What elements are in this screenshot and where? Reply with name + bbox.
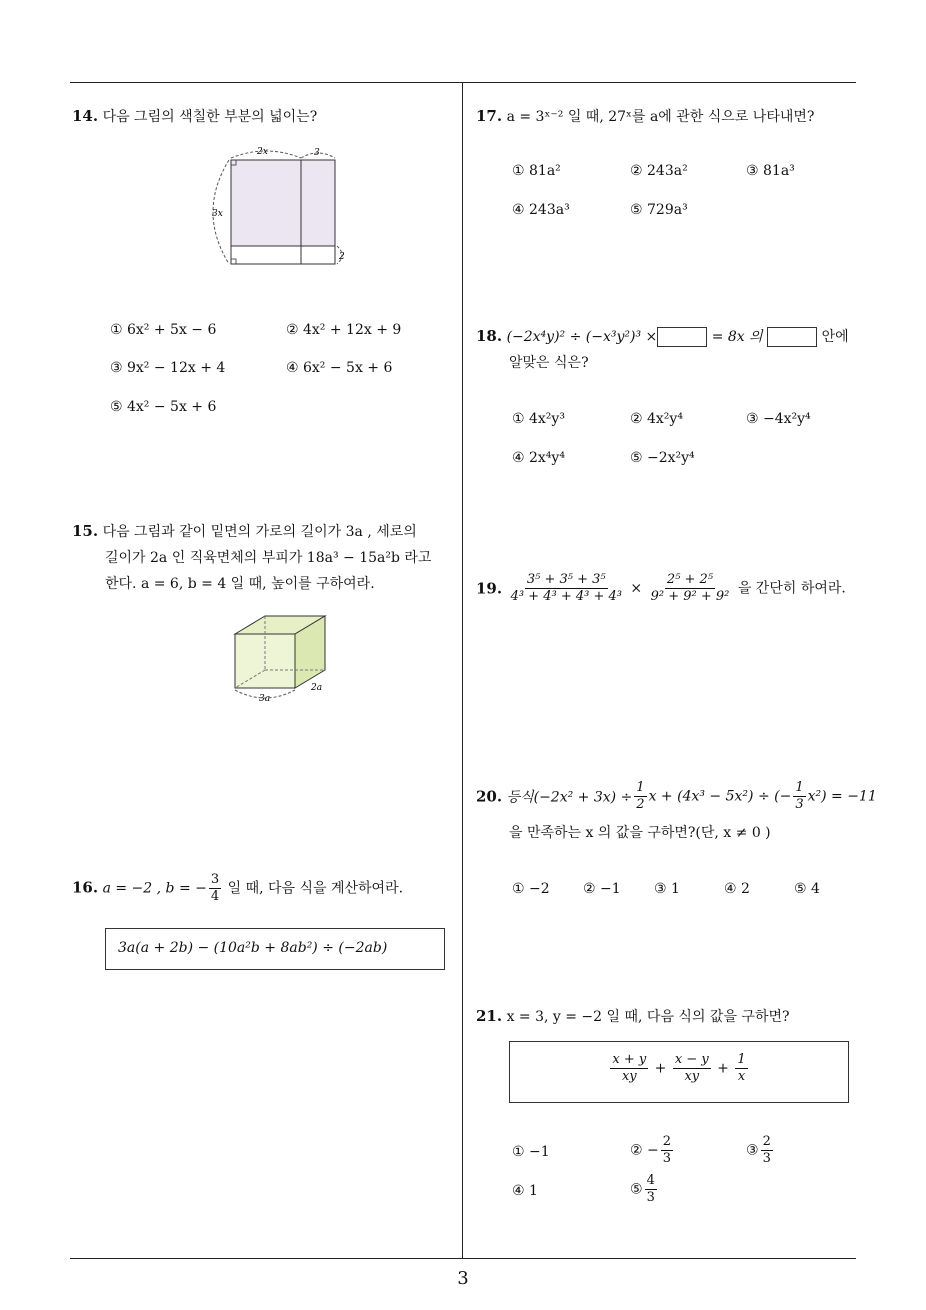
expression xyxy=(510,1052,848,1085)
bottom-rule xyxy=(70,1258,856,1259)
question-text-line2: 길이가 2a 인 직육면체의 부피가 18a³ − 15a²b 라고 xyxy=(105,550,432,566)
expression: 3a(a + 2b) − (10a²b + 8ab²) ÷ (−2ab) xyxy=(118,940,388,956)
question-20 xyxy=(476,780,877,813)
question-17 xyxy=(476,104,814,130)
answer-blank xyxy=(767,327,817,347)
question-number: 20. xyxy=(476,787,503,806)
question-text: x = 3, y = −2 일 때, 다음 식의 값을 구하면? xyxy=(506,1009,790,1025)
question-15 xyxy=(72,518,457,597)
top-rule xyxy=(70,82,856,83)
choice-5[interactable]: ⑤ 4 xyxy=(794,881,820,897)
fraction-numerator: 1 xyxy=(795,780,804,795)
fraction-denominator: 3 xyxy=(762,1151,771,1166)
choice-5[interactable] xyxy=(630,1173,659,1206)
fraction-numerator: 2⁵ + 2⁵ xyxy=(666,572,714,587)
question-text-line2: 을 만족하는 x 의 값을 구하면?(단, x ≠ 0 ) xyxy=(509,825,771,841)
page-number: 3 xyxy=(457,1268,469,1289)
fraction-denominator: 9² + 9² + 9² xyxy=(650,589,730,604)
expression-box xyxy=(105,928,445,970)
choice-4[interactable]: ④ 6x² − 5x + 6 xyxy=(286,360,393,376)
fraction-denominator: 4 xyxy=(210,889,220,904)
fraction-denominator: x xyxy=(737,1069,746,1084)
fraction-denominator: xy xyxy=(621,1069,637,1084)
q14-figure xyxy=(205,140,355,270)
question-number: 18. xyxy=(476,327,503,345)
question-text: a = 3ˣ⁻² 일 때, 27ˣ를 a에 관한 식으로 나타내면? xyxy=(506,109,815,125)
choice-1[interactable]: ① 81a² xyxy=(512,163,561,179)
question-text: 을 간단히 하여라. xyxy=(737,580,846,597)
choice-4[interactable]: ④ 243a³ xyxy=(512,202,570,218)
answer-blank xyxy=(657,327,707,347)
label-2a: 2a xyxy=(311,683,323,693)
choice-2[interactable]: ② 4x²y⁴ xyxy=(630,411,683,427)
choice-3[interactable]: ③ 1 xyxy=(654,881,680,897)
choice-1[interactable]: ① 4x²y³ xyxy=(512,411,565,427)
question-number: 14. xyxy=(72,107,99,125)
fraction-numerator: 3⁵ + 3⁵ + 3⁵ xyxy=(526,572,606,587)
choice-4[interactable]: ④ 2 xyxy=(724,881,750,897)
equation-part-b: x + (4x³ − 5x²) ÷ (− xyxy=(648,788,792,805)
fraction-numerator: 1 xyxy=(636,780,645,795)
question-number: 21. xyxy=(476,1007,503,1025)
question-text: 안에 xyxy=(821,329,849,345)
fraction-denominator: 3 xyxy=(662,1151,672,1166)
expression-box xyxy=(509,1041,849,1103)
equation-part-c: x²) = −11 xyxy=(807,788,877,805)
question-text-line2: 알맞은 식은? xyxy=(509,355,589,371)
question-text: 일 때, 다음 식을 계산하여라. xyxy=(227,880,404,897)
fraction-numerator: x − y xyxy=(674,1052,709,1067)
question-18 xyxy=(476,324,849,350)
fraction-numerator: 4 xyxy=(646,1173,655,1188)
question-number: 16. xyxy=(72,878,99,897)
question-text-line1: 다음 그림과 같이 밑면의 가로의 길이가 3a , 세로의 xyxy=(102,524,417,540)
fraction-numerator: 3 xyxy=(210,872,220,887)
label-2: 2 xyxy=(339,252,345,262)
choice-3[interactable]: ③ 9x² − 12x + 4 xyxy=(110,360,226,376)
column-divider xyxy=(462,82,463,1259)
choice-1[interactable]: ① 6x² + 5x − 6 xyxy=(110,322,217,338)
question-16 xyxy=(72,872,403,905)
choice-4[interactable]: ④ 1 xyxy=(512,1183,538,1199)
fraction-denominator: 2 xyxy=(636,797,645,812)
choice-1[interactable]: ① −1 xyxy=(512,1144,550,1160)
label-3x: 3x xyxy=(212,209,223,219)
label-3: 3 xyxy=(314,148,320,158)
choice-label: ② − xyxy=(630,1142,659,1159)
choice-3[interactable]: ③ 81a³ xyxy=(746,163,795,179)
label-2x: 2x xyxy=(257,147,268,157)
choice-5[interactable]: ⑤ 4x² − 5x + 6 xyxy=(110,399,217,415)
choice-4[interactable]: ④ 2x⁴y⁴ xyxy=(512,450,565,466)
question-math: a = −2 , b = − xyxy=(102,880,207,897)
fraction-denominator: 4³ + 4³ + 4³ + 4³ xyxy=(510,589,622,604)
choice-label: ③ xyxy=(746,1142,759,1159)
times-sign: × xyxy=(630,580,643,597)
fraction-numerator: x + y xyxy=(612,1052,647,1067)
question-text-line3: 한다. a = 6, b = 4 일 때, 높이를 구하여라. xyxy=(105,576,375,592)
question-19 xyxy=(476,572,846,605)
choice-5[interactable]: ⑤ 729a³ xyxy=(630,202,688,218)
fraction-denominator: xy xyxy=(684,1069,700,1084)
choice-label: ⑤ xyxy=(630,1181,643,1198)
label-3a: 3a xyxy=(259,694,271,704)
fraction-denominator: 3 xyxy=(646,1190,655,1205)
question-number: 19. xyxy=(476,579,503,598)
question-number: 15. xyxy=(72,522,99,540)
question-14 xyxy=(72,104,317,130)
question-math-b: = 8x 의 xyxy=(711,329,763,345)
choice-2[interactable]: ② −1 xyxy=(583,881,621,897)
plus-sign: + xyxy=(717,1060,729,1077)
choice-3[interactable]: ③ −4x²y⁴ xyxy=(746,411,811,427)
choice-2[interactable] xyxy=(630,1134,675,1167)
fraction-numerator: 2 xyxy=(762,1134,771,1149)
q15-figure xyxy=(225,608,345,708)
fraction-numerator: 1 xyxy=(737,1052,746,1067)
choice-1[interactable]: ① −2 xyxy=(512,881,550,897)
question-21 xyxy=(476,1004,790,1030)
fraction-denominator: 3 xyxy=(795,797,804,812)
plus-sign: + xyxy=(654,1060,667,1077)
question-text: 다음 그림의 색칠한 부분의 넓이는? xyxy=(102,109,318,125)
equation-part-a: 등식(−2x² + 3x) ÷ xyxy=(506,789,633,806)
choice-5[interactable]: ⑤ −2x²y⁴ xyxy=(630,450,695,466)
question-number: 17. xyxy=(476,107,503,125)
question-math: (−2x⁴y)² ÷ (−x³y²)³ × xyxy=(506,329,658,345)
choice-2[interactable]: ② 243a² xyxy=(630,163,688,179)
choice-3[interactable] xyxy=(746,1134,775,1167)
fraction-numerator: 2 xyxy=(662,1134,672,1149)
choice-2[interactable]: ② 4x² + 12x + 9 xyxy=(286,322,402,338)
